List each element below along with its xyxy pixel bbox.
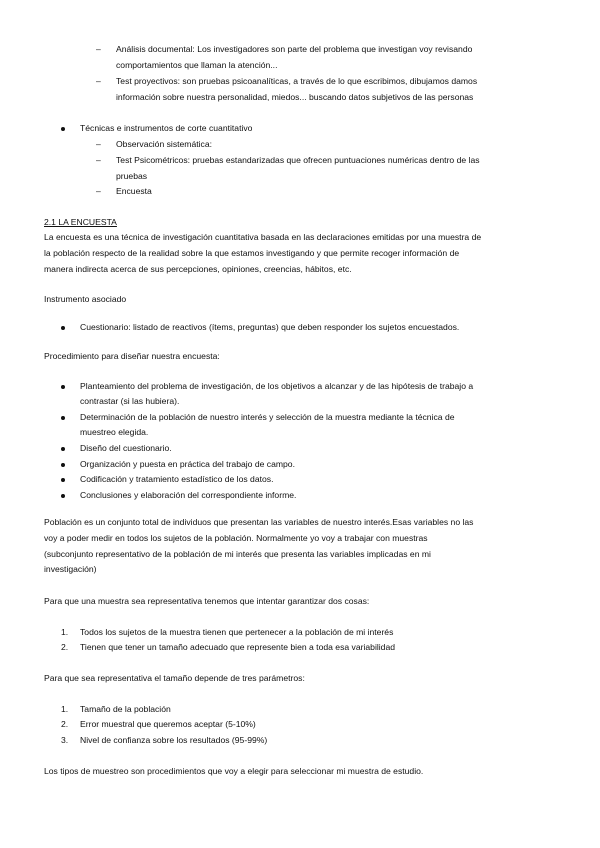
section-heading: 2.1 LA ENCUESTA	[44, 217, 117, 227]
representativa-item-2: Tienen que tener un tamaño adecuado que represente bien a toda esa variabilidad	[80, 642, 396, 652]
bullet-marker	[61, 385, 65, 389]
bullet-marker	[61, 447, 65, 451]
list-number: 1.	[61, 627, 69, 637]
dash-marker: –	[96, 155, 101, 165]
procedimiento-item-4: Organización y puesta en práctica del trabajo de campo.	[80, 459, 295, 469]
analisis-documental-line-2: comportamientos que llaman la atención...	[116, 60, 278, 70]
procedimiento-item-2-line-2: muestreo elegida.	[80, 427, 149, 437]
procedimiento-label: Procedimiento para diseñar nuestra encuesta:	[44, 351, 220, 361]
list-number: 1.	[61, 704, 69, 714]
representativa-label: Para que una muestra sea representativa tenemos que intentar garantizar dos cosas:	[44, 596, 370, 606]
dash-marker: –	[96, 44, 101, 54]
procedimiento-item-6: Conclusiones y elaboración del correspondiente informe.	[80, 490, 297, 500]
procedimiento-item-1-line-2: contrastar (si las hubiera).	[80, 396, 180, 406]
tamano-item-3: Nivel de confianza sobre los resultados (95-99%)	[80, 735, 268, 745]
procedimiento-item-5: Codificación y tratamiento estadístico de los datos.	[80, 474, 274, 484]
poblacion-line-1: Población es un conjunto total de individuos que presentan las variables de nuestro interés.Esas variables no las	[44, 517, 474, 527]
tamano-label: Para que sea representativa el tamaño depende de tres parámetros:	[44, 673, 305, 683]
tamano-item-2: Error muestral que queremos aceptar (5-10%)	[80, 719, 256, 729]
cuestionario-item: Cuestionario: listado de reactivos (ítems, preguntas) que deben responder los sujetos encuestados.	[80, 322, 460, 332]
intro-line-1: La encuesta es una técnica de investigación cuantitativa basada en las declaraciones emitidas por una muestra de	[44, 232, 482, 242]
list-number: 2.	[61, 719, 69, 729]
bullet-marker	[61, 127, 65, 131]
bullet-marker	[61, 326, 65, 330]
representativa-item-1: Todos los sujetos de la muestra tienen que pertenecer a la población de mi interés	[80, 627, 394, 637]
tipos-muestreo-line: Los tipos de muestreo son procedimientos que voy a elegir para seleccionar mi muestra de estudio.	[44, 766, 424, 776]
procedimiento-item-2-line-1: Determinación de la población de nuestro interés y selección de la muestra mediante la técnica de	[80, 412, 455, 422]
test-psicometricos-line-1: Test Psicométricos: pruebas estandarizadas que ofrecen puntuaciones numéricas dentro de las	[116, 155, 480, 165]
bullet-marker	[61, 416, 65, 420]
observacion-item: Observación sistemática:	[116, 139, 212, 149]
dash-marker: –	[96, 186, 101, 196]
procedimiento-item-1-line-1: Planteamiento del problema de investigación, de los objetivos a alcanzar y de las hipótesis de trabajo a	[80, 381, 474, 391]
dash-marker: –	[96, 76, 101, 86]
test-proyectivos-line-1: Test proyectivos: son pruebas psicoanalíticas, a través de lo que escribimos, dibujamos damos	[116, 76, 478, 86]
intro-line-3: manera indirecta acerca de sus percepciones, opiniones, creencias, hábitos, etc.	[44, 264, 352, 274]
tamano-item-1: Tamaño de la población	[80, 704, 171, 714]
encuesta-item: Encuesta	[116, 186, 152, 196]
dash-marker: –	[96, 139, 101, 149]
test-psicometricos-line-2: pruebas	[116, 171, 148, 181]
poblacion-line-4: investigación)	[44, 564, 97, 574]
poblacion-line-2: voy a poder medir en todos los sujetos de la población. Normalmente yo voy a trabajar con muestras	[44, 533, 428, 543]
procedimiento-item-3: Diseño del cuestionario.	[80, 443, 172, 453]
list-number: 3.	[61, 735, 69, 745]
bullet-marker	[61, 478, 65, 482]
poblacion-line-3: (subconjunto representativo de la población de mi interés que presenta las variables implicadas en mi	[44, 549, 431, 559]
test-proyectivos-line-2: información sobre nuestra personalidad, miedos... buscando datos subjetivos de las personas	[116, 92, 474, 102]
analisis-documental-line-1: Análisis documental: Los investigadores son parte del problema que investigan voy revisando	[116, 44, 473, 54]
list-number: 2.	[61, 642, 69, 652]
intro-line-2: la población respecto de la realidad sobre la que estamos investigando y que permite recoger información de	[44, 248, 460, 258]
bullet-marker	[61, 494, 65, 498]
bullet-marker	[61, 463, 65, 467]
instrumento-label: Instrumento asociado	[44, 294, 127, 304]
cuantitativo-label: Técnicas e instrumentos de corte cuantitativo	[80, 123, 253, 133]
